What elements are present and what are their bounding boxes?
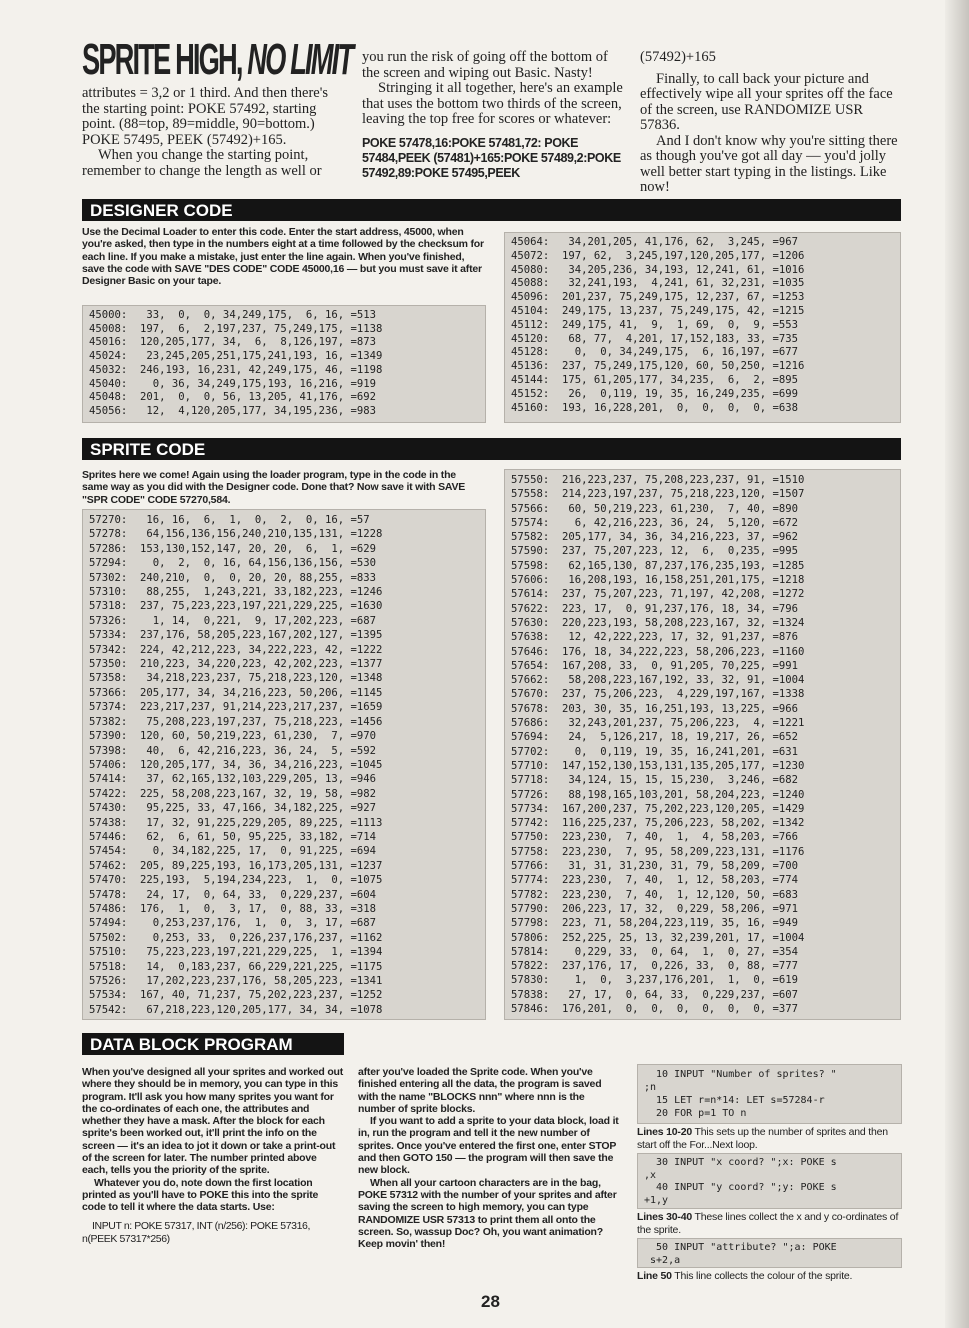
caption-2-label: Lines 30-40 bbox=[637, 1211, 692, 1223]
datablock-heading: DATA BLOCK PROGRAM bbox=[90, 1035, 293, 1054]
basic-listing-3-code: 50 INPUT "attribute? ";a: POKE s+2,a bbox=[650, 1242, 837, 1266]
datablock-header bbox=[82, 1033, 344, 1055]
basic-listing-2-code: 30 INPUT "x coord? ";x: POKE s ,x 40 INPUT "y coord? ";y: POKE s +1,y bbox=[644, 1157, 837, 1206]
sprite-listing-left bbox=[82, 509, 486, 1020]
intro-col2-para: Stringing it all together, here's an example that uses the bottom two thirds of the screen, leaving the top free for scores or whatever: bbox=[362, 80, 623, 127]
sprite-code-listing-left: 57270: 16, 16, 6, 1, 0, 2, 0, 16, =57 57278: 64,156,136,156,240,210,135,131, =1228 57286: 153,130,152,147, 20, 20, 6, 1, =629 57294: 0, 2, 0, 16, 64,156,136,156, =530 57302: 240,210, 0, 0, 20, 20, 88,255, =833 57310: 88,255, 1,243,221, 33,182,223, =1246 57318: 237, 75,223,223,197,221,229,225, =1630 57326: 1, 14, 0,221, 9, 17,202,223, =687 57334: 237,176, 58,205,223,167,202,127, =1395 57342: 224, 42,212,223, 34,222,223, 42, =1222 57350: 210,223, 34,220,223, 42,202,223, =1377 57358: 34,218,223,237, 75,218,223,120, =1348 57366: 205,177, 34, 34,216,223, 50,206, =1145 57374: 223,217,237, 91,214,223,217,237, =1659 57382: 75,208,223,197,237, 75,218,223, =1456 57390: 120, 60, 50,219,223, 61,230, 7, =970 57398: 40, 6, 42,216,223, 36, 24, 5, =592 57406: 120,205,177, 34, 36, 34,216,223, =1045 57414: 37, 62,165,132,103,229,205, 13, =946 57422: 225, 58,208,223,167, 32, 19, 58, =982 57430: 95,225, 33, 47,166, 34,182,225, =927 57438: 17, 32, 91,225,229,205, 89,225, =1113 57446: 62, 6, 61, 50, 95,225, 33,182, =714 57454: 0, 34,182,225, 17, 0, 91,225, =694 57462: 205, 89,225,193, 16,173,205,131, =1237 57470: 225,193, 5,194,234,223, 1, 0, =1075 57478: 24, 17, 0, 64, 33, 0,229,237, =604 57486: 176, 1, 0, 3, 17, 0, 88, 33, =318 57494: 0,253,237,176, 1, 0, 3, 17, =687 57502: 0,253, 33, 0,226,237,176,237, =1162 57510: 75,223,223,197,221,229,225, 1, =1394 57518: 14, 0,183,237, 66,229,221,225, =1175 57526: 17,202,223,237,176, 58,205,223, =1341 57534: 167, 40, 71,237, 75,202,223,237, =1252 57542: 67,218,223,120,205,177, 34, 34, =1078 bbox=[89, 514, 383, 1016]
caption-2-text: These lines collect the x and y co-ordinates of the sprite. bbox=[637, 1211, 899, 1236]
designer-code-heading: DESIGNER CODE bbox=[90, 201, 233, 220]
caption-line-50 bbox=[637, 1270, 902, 1283]
datablock-col2-para: If you want to add a sprite to your data block, load it in, run the program and tell it the new number of sprites. Once you've entered the first one, enter STOP and then GOTO 150 — the program will then save the new block. bbox=[358, 1115, 619, 1177]
intro-col3-para: And I don't know why you're sitting there as though you've got all day — you'd jolly well better start typing in the listings. Like now! bbox=[640, 132, 898, 195]
intro-col1-para: attributes = 3,2 or 1 third. And then there's the starting point: POKE 57492, starting point. (88=top, 89=middle, 90=bottom.) POKE 57495, PEEK (57492)+165. bbox=[82, 85, 328, 148]
article-title bbox=[82, 35, 353, 84]
datablock-col1-para: Whatever you do, note down the first location printed as you'll have to POKE this into the sprite code to tell it where the data starts. Use: bbox=[82, 1176, 319, 1214]
intro-col2-para: you run the risk of going off the bottom of the screen and wiping out Basic. Nasty! bbox=[362, 49, 608, 81]
designer-intro-text: Use the Decimal Loader to enter this code. Enter the start address, 45000, when you're asked, then type in the numbers eight at a time followed by the checksum for each line. If you make a mistake, just enter the line again. When you've finished, save the code with SAVE "DES CODE" CODE 45000,16 — but you must save it after Designer Basic on your tape. bbox=[82, 226, 484, 288]
sprite-intro bbox=[82, 469, 484, 506]
designer-code-listing-left: 45000: 33, 0, 0, 34,249,175, 6, 16, =513 45008: 197, 6, 2,197,237, 75,249,175, =1138 45016: 120,205,177, 34, 6, 8,126,197, =873 45024: 23,245,205,251,175,241,193, 16, =1349 45032: 246,193, 16,231, 42,249,175, 46, =1198 45040: 0, 36, 34,249,175,193, 16,216, =919 45048: 201, 0, 0, 56, 13,205, 41,176, =692 45056: 12, 4,120,205,177, 34,195,236, =983 bbox=[89, 309, 383, 417]
sprite-code-listing-right: 57550: 216,223,237, 75,208,223,237, 91, =1510 57558: 214,223,197,237, 75,218,223,120, =1507 57566: 60, 50,219,223, 61,230, 7, 40, =890 57574: 6, 42,216,223, 36, 24, 5,120, =672 57582: 205,177, 34, 36, 34,216,223, 37, =962 57590: 237, 75,207,223, 12, 6, 0,235, =995 57598: 62,165,130, 87,237,176,235,193, =1285 57606: 16,208,193, 16,158,251,201,175, =1218 57614: 237, 75,207,223, 71,197, 42,208, =1272 57622: 223, 17, 0, 91,237,176, 18, 34, =796 57630: 220,223,193, 58,208,223,167, 32, =1324 57638: 12, 42,222,223, 17, 32, 91,237, =876 57646: 176, 18, 34,222,223, 58,206,223, =1160 57654: 167,208, 33, 0, 91,205, 70,225, =991 57662: 58,208,223,167,192, 33, 32, 91, =1004 57670: 237, 75,206,223, 4,229,197,167, =1338 57678: 203, 30, 35, 16,251,193, 13,225, =966 57686: 32,243,201,237, 75,206,223, 4, =1221 57694: 24, 5,126,217, 18, 19,217, 26, =652 57702: 0, 0,119, 19, 35, 16,241,201, =631 57710: 147,152,130,153,131,135,205,177, =1230 57718: 34,124, 15, 15, 15,230, 3,246, =682 57726: 88,198,165,103,201, 58,204,223, =1240 57734: 167,200,237, 75,202,223,120,205, =1429 57742: 116,225,237, 75,206,223, 58,202, =1342 57750: 223,230, 7, 40, 1, 4, 58,203, =766 57758: 223,230, 7, 95, 58,209,223,131, =1176 57766: 31, 31, 31,230, 31, 79, 58,209, =700 57774: 223,230, 7, 40, 1, 12, 58,203, =774 57782: 223,230, 7, 40, 1, 12,120, 50, =683 57790: 206,223, 17, 32, 0,229, 58,206, =971 57798: 223, 71, 58,204,223,119, 35, 16, =949 57806: 252,225, 25, 13, 32,239,201, 17, =1004 57814: 0,229, 33, 0, 64, 1, 0, 27, =354 57822: 237,176, 17, 0,226, 33, 0, 88, =777 57830: 1, 0, 3,237,176,201, 1, 0, =619 57838: 27, 17, 0, 64, 33, 0,229,237, =607 57846: 176,201, 0, 0, 0, 0, 0, 0, =377 bbox=[511, 474, 805, 1015]
datablock-poke-code: INPUT n: POKE 57317, INT (n/256): POKE 57316, n(PEEK 57317*256) bbox=[82, 1219, 310, 1245]
intro-column-1 bbox=[82, 86, 340, 179]
caption-lines-10-20 bbox=[637, 1126, 902, 1151]
caption-lines-30-40 bbox=[637, 1211, 902, 1236]
caption-1-label: Lines 10-20 bbox=[637, 1126, 692, 1138]
datablock-column-1 bbox=[82, 1066, 344, 1246]
datablock-col2-para: after you've loaded the Sprite code. When you've finished entering all the data, the program is saved with the name "BLOCKS nnn" where nnn is the number of sprite blocks. bbox=[358, 1066, 602, 1115]
designer-listing-right bbox=[504, 232, 901, 423]
intro-col1-para: When you change the starting point, remember to change the length as well or bbox=[82, 147, 322, 179]
intro-column-3 bbox=[640, 50, 902, 196]
sprite-code-heading: SPRITE CODE bbox=[90, 440, 206, 459]
caption-3-text: This line collects the colour of the sprite. bbox=[671, 1270, 853, 1282]
title-part2: NO LIMIT bbox=[241, 35, 353, 84]
intro-code-example: POKE 57478,16:POKE 57481,72: POKE 57484,PEEK (57481)+165:POKE 57489,2:POKE 57492,89:POKE 57495,PEEK bbox=[362, 135, 621, 180]
sprite-intro-text: Sprites here we come! Again using the loader program, type in the code in the same way as you did with the Designer code. Done that? Now save it with SAVE "SPR CODE" CODE 57270,584. bbox=[82, 469, 466, 506]
datablock-col1-para: When you've designed all your sprites and worked out where they should be in memory, you can type in this program. It'll ask you how many sprites you want for the co-ordinates of each one, the attributes and whether they have a mask. After the block for each sprite's been worked out, it'll print the info on the screen — it's an idea to jot it down or take a print-out of the screen for later. The number printed above each, tells you the priority of the sprite. bbox=[82, 1066, 344, 1177]
datablock-col2-para: When all your cartoon characters are in the bag, POKE 57312 with the number of your sprites and after saving the screen to high memory, you can type RANDOMIZE USR 57313 to print them all onto the screen. So, wassup Doc? Oh, you want animation? Keep movin' then! bbox=[358, 1176, 617, 1251]
basic-listing-3 bbox=[637, 1238, 902, 1268]
caption-1-text: This sets up the number of sprites and then start off the For...Next loop. bbox=[637, 1126, 888, 1151]
sprite-code-header bbox=[82, 438, 901, 460]
intro-col3-para: (57492)+165 bbox=[640, 49, 716, 65]
page-number: 28 bbox=[481, 1292, 500, 1311]
basic-listing-2 bbox=[637, 1153, 902, 1209]
title-part1: SPRITE HIGH, bbox=[82, 35, 242, 84]
designer-intro bbox=[82, 226, 484, 287]
designer-listing-left bbox=[82, 305, 486, 423]
intro-col3-para: Finally, to call back your picture and effectively wipe all your sprites off the face of the screen, use RANDOMIZE USR 57836. bbox=[640, 70, 893, 133]
designer-code-header bbox=[82, 199, 901, 221]
page-edge-shadow bbox=[945, 0, 969, 1328]
basic-listing-1 bbox=[637, 1064, 902, 1124]
datablock-column-2 bbox=[358, 1066, 620, 1250]
sprite-listing-right bbox=[504, 469, 901, 1020]
basic-listing-1-code: 10 INPUT "Number of sprites? " ;n 15 LET r=n*14: LET s=57284-r 20 FOR p=1 TO n bbox=[644, 1069, 837, 1119]
designer-code-listing-right: 45064: 34,201,205, 41,176, 62, 3,245, =967 45072: 197, 62, 3,245,197,120,205,177, =1206 45080: 34,205,236, 34,193, 12,241, 61, =1016 45088: 32,241,193, 4,241, 61, 32,231, =1035 45096: 201,237, 75,249,175, 12,237, 67, =1253 45104: 249,175, 13,237, 75,249,175, 42, =1215 45112: 249,175, 41, 9, 1, 69, 0, 9, =553 45120: 68, 77, 4,201, 17,152,183, 33, =735 45128: 0, 0, 34,249,175, 6, 16,197, =677 45136: 237, 75,249,175,120, 60, 50,250, =1216 45144: 175, 61,205,177, 34,235, 6, 2, =895 45152: 26, 0,119, 19, 35, 16,249,235, =699 45160: 193, 16,228,201, 0, 0, 0, 0, =638 bbox=[511, 236, 805, 414]
caption-3-label: Line 50 bbox=[637, 1270, 672, 1282]
intro-column-2 bbox=[362, 50, 624, 181]
